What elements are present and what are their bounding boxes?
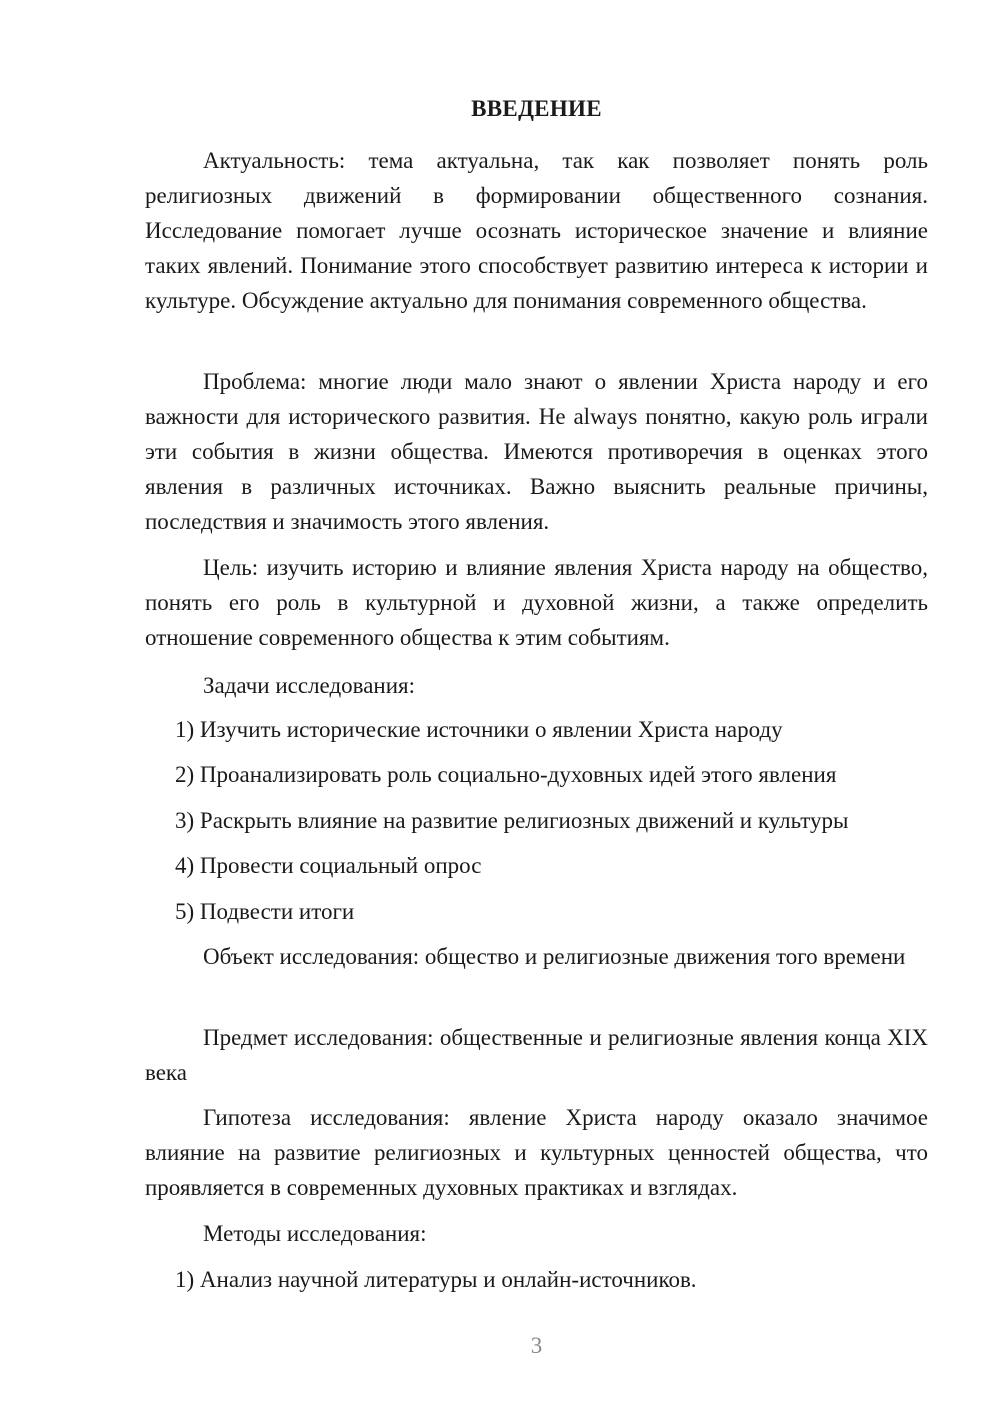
task-item: 1) Изучить исторические источники о явлении Христа народу (175, 717, 783, 742)
page-number: 3 (530, 1333, 543, 1358)
problem-paragraph: Проблема: многие люди мало знают о явлении Христа народу и его важности для исторического развития. Не always понятно, какую роль играли эти события в жизни общества. Имеются противоречия в оценках этого явления в различных источниках. Важно выяснить реальные причины, последствия и значимость этого явления. (145, 369, 928, 534)
methods-heading: Методы исследования: (203, 1221, 427, 1246)
task-item: 3) Раскрыть влияние на развитие религиозных движений и культуры (175, 808, 849, 833)
document-page (145, 0, 928, 1414)
relevance-paragraph: Актуальность: тема актуальна, так как позволяет понять роль религиозных движений в формировании общественного сознания. Исследование помогает лучше осознать историческое значение и влияние таких явлений. Понимание этого способствует развитию интереса к истории и культуре. Обсуждение актуально для понимания современного общества. (145, 148, 928, 313)
hypothesis-paragraph: Гипотеза исследования: явление Христа народу оказало значимое влияние на развитие религиозных и культурных ценностей общества, что проявляется в современных духовных практиках и взглядах. (145, 1105, 928, 1200)
subject-paragraph: Предмет исследования: общественные и религиозные явления конца XIX века (145, 1025, 928, 1085)
object-paragraph: Объект исследования: общество и религиозные движения того времени (203, 944, 906, 969)
goal-paragraph: Цель: изучить историю и влияние явления Христа народу на общество, понять его роль в культурной и духовной жизни, а также определить отношение современного общества к этим событиям. (145, 555, 928, 650)
tasks-heading: Задачи исследования: (203, 673, 416, 698)
method-item: 1) Анализ научной литературы и онлайн-источников. (175, 1267, 697, 1292)
task-item: 2) Проанализировать роль социально-духовных идей этого явления (175, 762, 837, 787)
task-item: 5) Подвести итоги (175, 899, 355, 924)
section-title: ВВЕДЕНИЕ (471, 96, 602, 121)
task-item: 4) Провести социальный опрос (175, 853, 482, 878)
